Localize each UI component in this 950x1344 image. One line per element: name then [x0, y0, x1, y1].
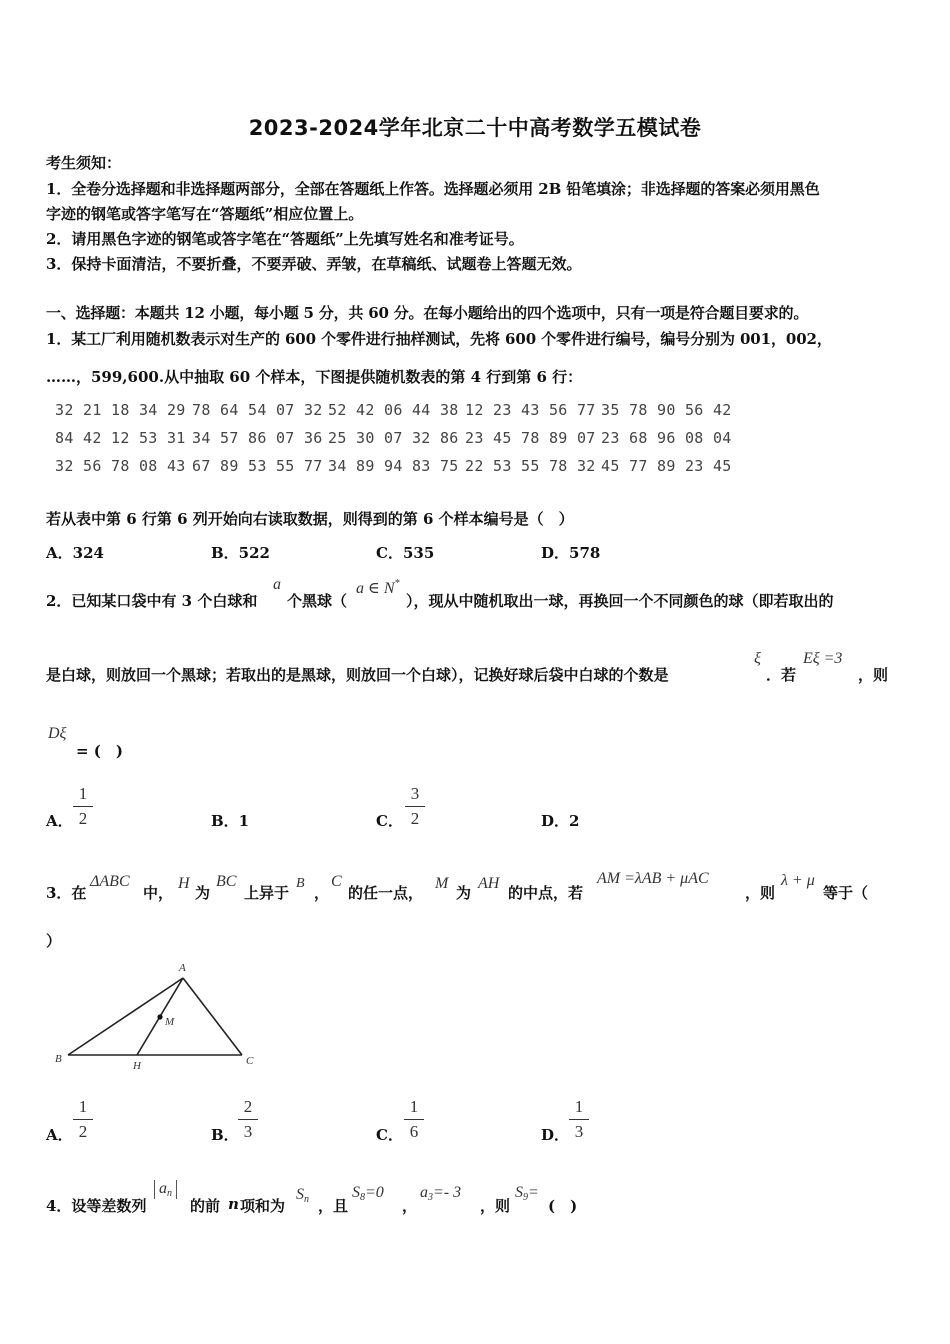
q2-text-6: ，则: [858, 666, 889, 684]
q4-sequence: $a_n$: [154, 1180, 177, 1199]
notice-heading: 考生须知：: [46, 154, 122, 172]
page-title: 2023-2024学年北京二十中高考数学五模试卷: [248, 116, 702, 140]
q2-option-d: D．2: [541, 812, 580, 830]
q3-option-a-fraction: 1 2: [73, 1097, 93, 1142]
q2-text-3: ），现从中随机取出一球，再换回一个不同颜色的球（即若取出的: [406, 592, 834, 610]
q3-text-6: 的任一点，: [348, 884, 424, 902]
q3-text-10: 等于（: [823, 884, 869, 902]
q3-h: H: [178, 875, 190, 892]
rn-cell: 34 57 86 07 36: [192, 429, 323, 447]
q3-bc: BC: [216, 873, 237, 890]
side-ac: [183, 978, 242, 1055]
label-c: C: [246, 1055, 254, 1067]
notice-line-3: 3．保持卡面清洁，不要折叠，不要弄破、弄皱，在草稿纸、试题卷上答题无效。: [46, 255, 582, 273]
q1-line-1: 1．某工厂利用随机数表示对生产的 600 个零件进行抽样测试，先将 600 个零件进行编号，编号分别为 001，002，: [46, 330, 832, 348]
q3-option-c-fraction: 1 6: [404, 1097, 424, 1142]
rn-cell: 45 77 89 23 45: [601, 457, 732, 475]
q3-option-a-label: A．: [46, 1126, 73, 1144]
label-b: B: [55, 1053, 62, 1065]
q4-text-6: ，则: [480, 1197, 511, 1215]
q2-text-5: ．若: [766, 666, 797, 684]
q3-ah: AH: [478, 875, 500, 892]
q3-text-5: ，: [314, 884, 330, 902]
q2-text-2: 个黑球（: [287, 592, 348, 610]
rn-cell: 67 89 53 55 77: [192, 457, 323, 475]
rn-cell: 12 23 43 56 77: [465, 401, 596, 419]
q2-option-a-fraction: 1 2: [73, 784, 93, 829]
rn-cell: 84 42 12 53 31: [55, 429, 186, 447]
q4-text-5: ，: [402, 1197, 418, 1215]
q4-s9: $S_9=$: [515, 1184, 539, 1203]
q3-option-d-label: D．: [541, 1126, 570, 1144]
rn-cell: 32 56 78 08 43: [55, 457, 186, 475]
label-m: M: [165, 1016, 175, 1028]
point-m: [157, 1014, 162, 1019]
notice-line-1b: 字迹的钢笔或答字笔写在“答题纸”相应位置上。: [46, 205, 364, 223]
q4-s8: $S_8=0$: [352, 1184, 384, 1203]
q3-m: M: [435, 875, 449, 892]
q2-option-c-fraction: 3 2: [405, 784, 425, 829]
q2-condition: a ∈ N*: [356, 578, 400, 597]
q3-option-b-fraction: 2 3: [238, 1097, 258, 1142]
q4-a3: $a_3=-$ 3: [420, 1184, 462, 1203]
rn-cell: 32 21 18 34 29: [55, 401, 186, 419]
q1-question: 若从表中第 6 行第 6 列开始向右读取数据，则得到的第 6 个样本编号是（ ）: [46, 510, 574, 528]
q2-text-4: 是白球，则放回一个黑球；若取出的是黑球，则放回一个白球），记换好球后袋中白球的个数是: [46, 666, 669, 684]
q3-vector-equation: AM =λAB + μAC: [597, 870, 709, 887]
q1-line-2: ……，599,600.从中抽取 60 个样本，下图提供随机数表的第 4 行到第 6 行：: [46, 368, 583, 386]
q2-xi: ξ: [754, 650, 761, 667]
q2-option-b: B．1: [211, 812, 250, 830]
q3-text-9: ，则: [745, 884, 776, 902]
q3-c: C: [331, 873, 342, 890]
q2-option-c-label: C．: [376, 812, 403, 830]
q1-option-b: B．522: [211, 544, 270, 562]
section-heading: 一、选择题：本题共 12 小题，每小题 5 分，共 60 分。在每小题给出的四个选项中，只有一项是符合题目要求的。: [46, 304, 809, 322]
q3-text-1: 3．在: [46, 884, 87, 902]
rn-cell: 23 68 96 08 04: [601, 429, 732, 447]
q3-text-11: ）: [46, 932, 62, 950]
q3-lambda-mu: λ + μ: [781, 872, 815, 889]
q2-var-a: a: [273, 576, 281, 593]
q1-option-c: C．535: [376, 544, 435, 562]
q4-text-3: 项和为: [240, 1197, 286, 1215]
q2-text-1: 2．已知某口袋中有 3 个白球和: [46, 592, 258, 610]
q3-text-8: 的中点，若: [508, 884, 584, 902]
rn-cell: 34 89 94 83 75: [328, 457, 459, 475]
q3-b: B: [296, 876, 305, 891]
label-a: A: [179, 962, 186, 974]
triangle-figure: [50, 958, 270, 1078]
q2-option-a-label: A．: [46, 812, 73, 830]
notice-line-2: 2．请用黑色字迹的钢笔或答字笔在“答题纸”上先填写姓名和准考证号。: [46, 230, 524, 248]
q3-option-c-label: C．: [376, 1126, 403, 1144]
rn-cell: 22 53 55 78 32: [465, 457, 596, 475]
rn-cell: 23 45 78 89 07: [465, 429, 596, 447]
rn-cell: 25 30 07 32 86: [328, 429, 459, 447]
q4-sn: $S_n$: [296, 1186, 309, 1205]
q1-option-a: A．324: [46, 544, 104, 562]
q3-text-3: 为: [195, 884, 211, 902]
q4-text-7: ( ): [548, 1197, 578, 1215]
q2-text-7: = ( ): [76, 742, 123, 760]
q3-text-2: 中，: [143, 884, 174, 902]
q4-n: n: [228, 1195, 239, 1213]
q3-option-b-label: B．: [211, 1126, 239, 1144]
rn-cell: 78 64 54 07 32: [192, 401, 323, 419]
q4-text-1: 4．设等差数列: [46, 1197, 147, 1215]
label-h: H: [133, 1060, 141, 1072]
q4-text-2: 的前: [190, 1197, 221, 1215]
q3-triangle: ΔABC: [90, 873, 130, 890]
q3-text-7: 为: [456, 884, 472, 902]
rn-cell: 52 42 06 44 38: [328, 401, 459, 419]
q4-text-4: ，且: [318, 1197, 349, 1215]
q2-variance: Dξ: [48, 725, 67, 742]
notice-line-1a: 1．全卷分选择题和非选择题两部分，全部在答题纸上作答。选择题必须用 2B 铅笔填涂；非选择题的答案必须用黑色: [46, 180, 820, 198]
q3-option-d-fraction: 1 3: [569, 1097, 589, 1142]
q1-option-d: D．578: [541, 544, 601, 562]
q2-expectation: Eξ =3: [803, 650, 843, 667]
q3-text-4: 上异于: [244, 884, 290, 902]
rn-cell: 35 78 90 56 42: [601, 401, 732, 419]
